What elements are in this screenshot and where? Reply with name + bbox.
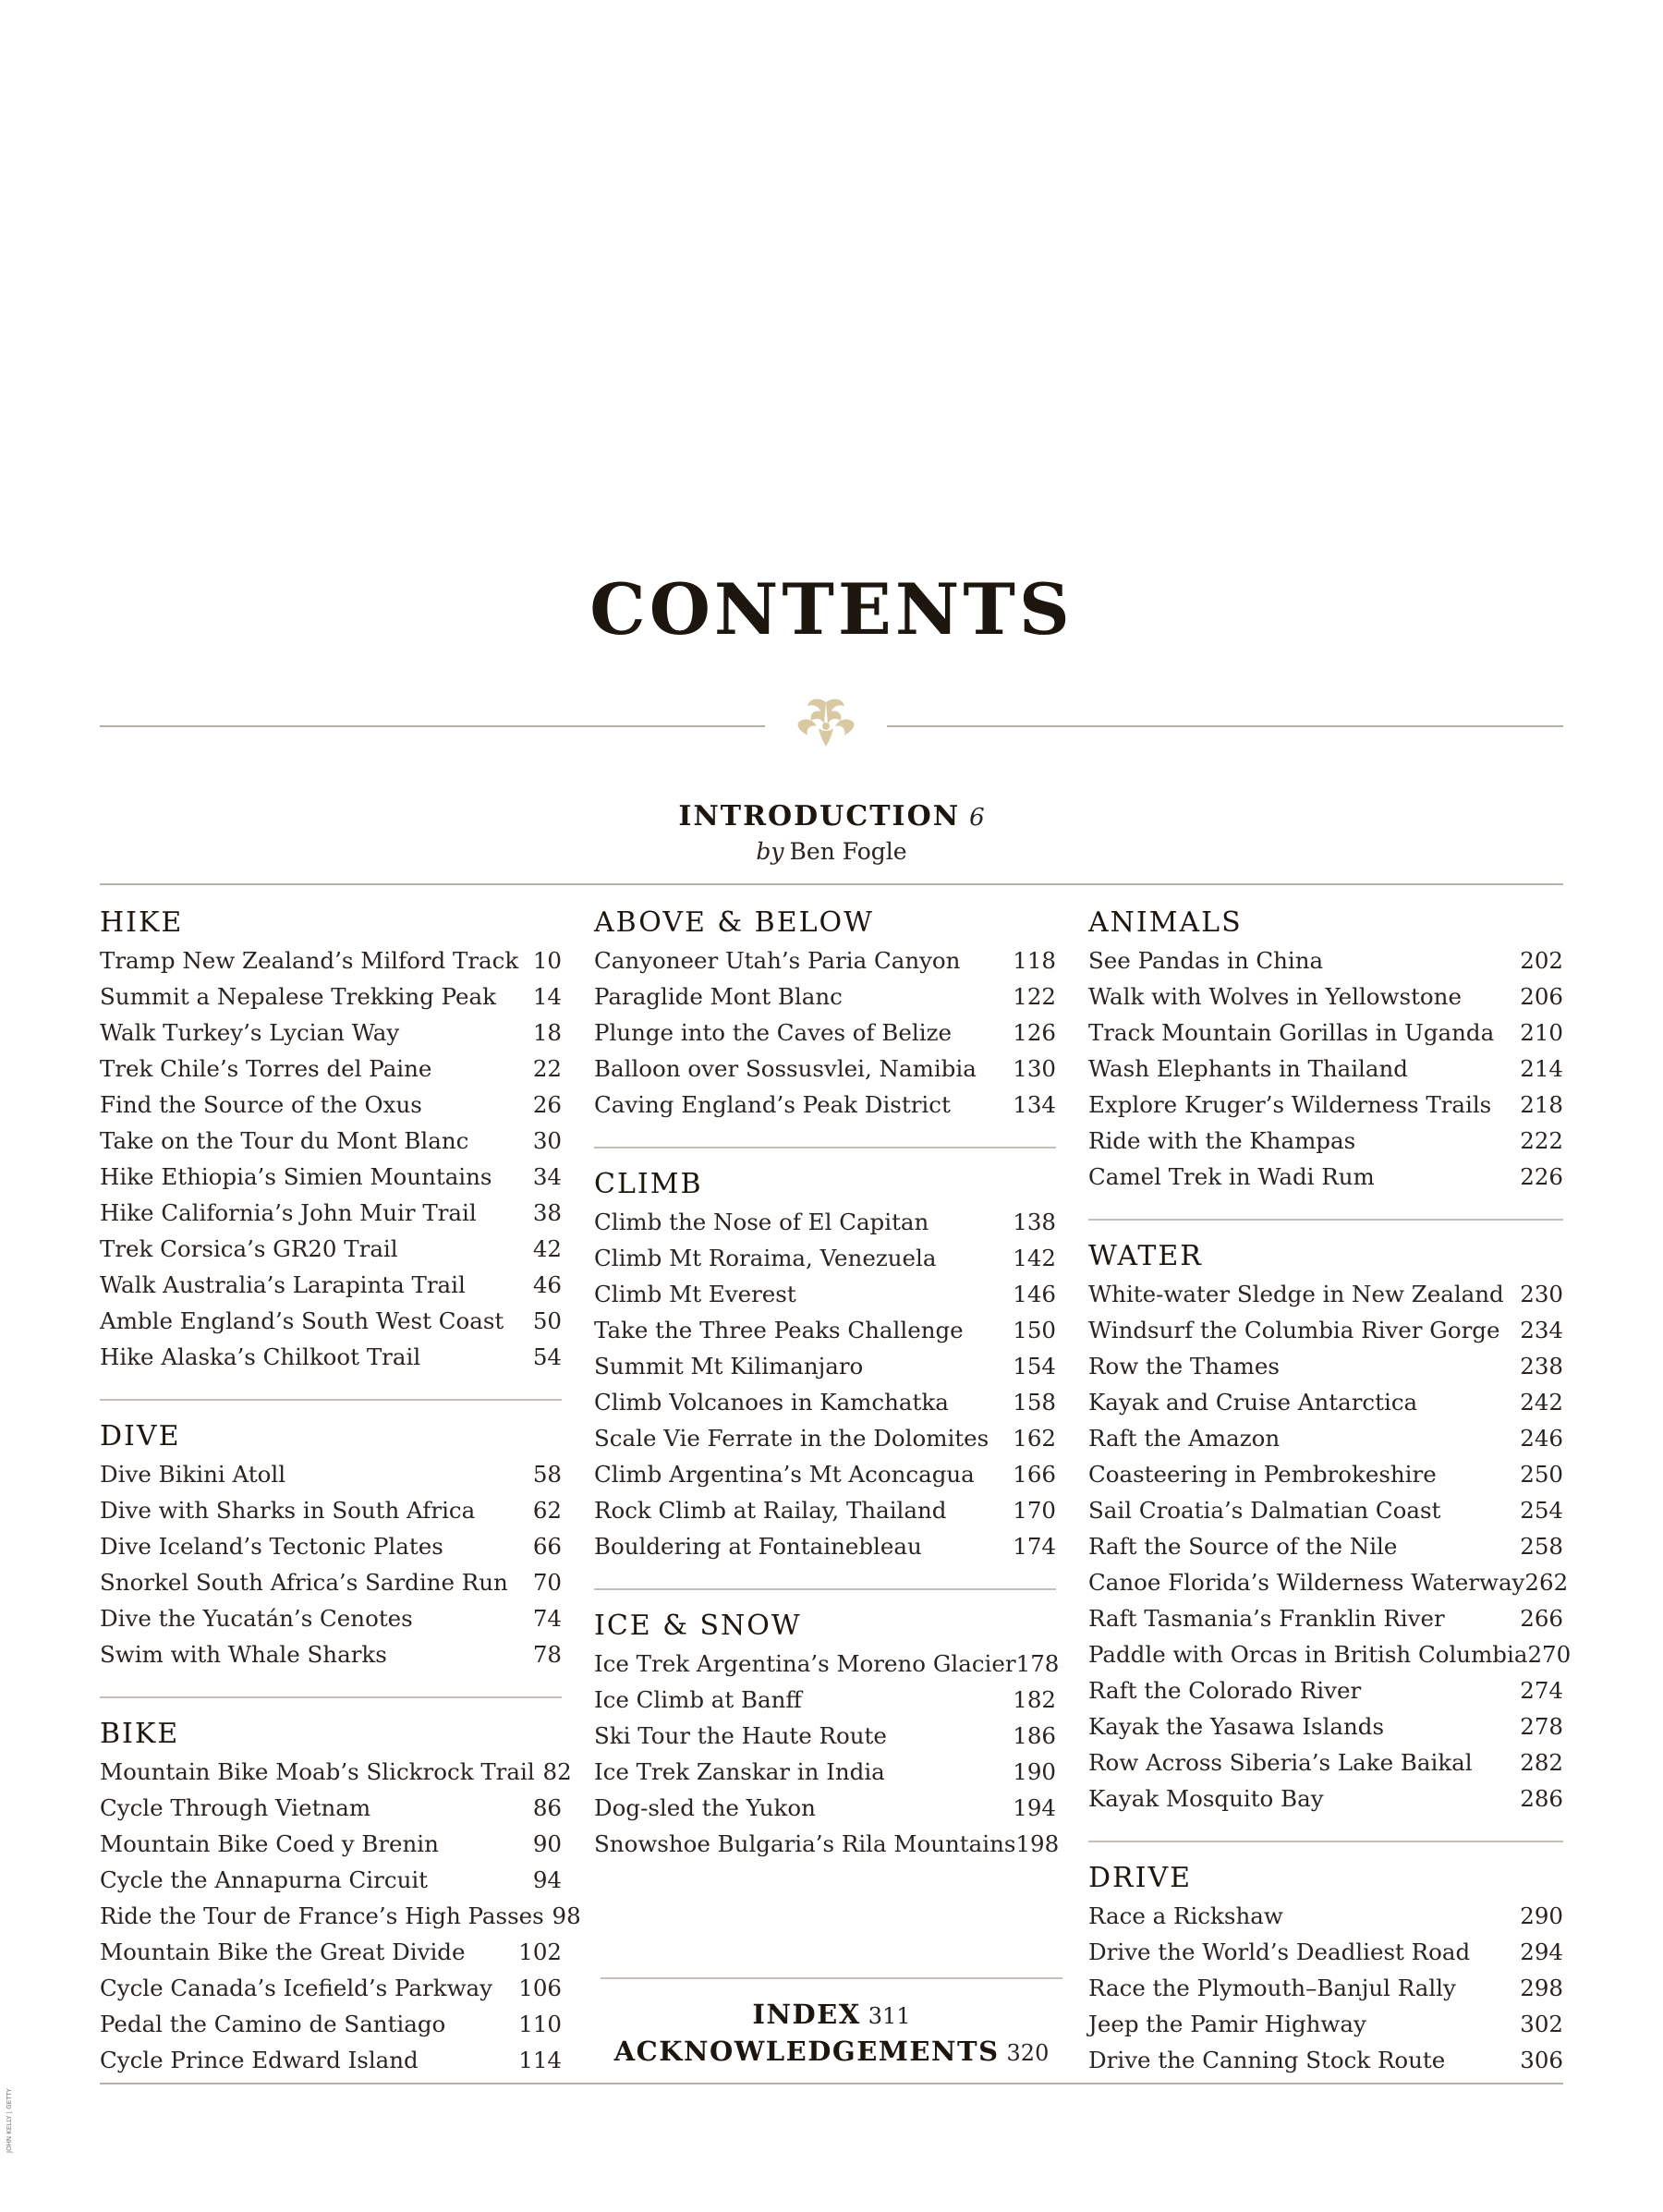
entry-title: Ice Climb at Banff [594,1686,802,1713]
entry-page-number: 118 [1013,947,1056,974]
toc-entry[interactable] [100,1303,562,1339]
entry-page-number: 178 [1015,1650,1060,1677]
entry-title: Race the Plymouth–Banjul Rally [1088,1975,1456,2001]
section-above-below [594,905,1056,1123]
entry-title: Snorkel South Africa’s Sardine Run [100,1569,508,1596]
toc-entry[interactable] [594,1384,1056,1420]
entry-page-number: 262 [1524,1569,1569,1596]
entry-title: Wash Elephants in Thailand [1088,1055,1408,1082]
toc-entry[interactable] [594,1051,1056,1087]
entry-page-number: 30 [532,1127,562,1154]
entry-page-number: 158 [1013,1389,1056,1416]
entry-title: Ride with the Khampas [1088,1127,1356,1154]
toc-entry[interactable] [1088,1898,1563,1934]
toc-entry[interactable] [594,1528,1056,1564]
section-heading: BIKE [100,1718,180,1750]
intro-by: by [756,838,784,865]
toc-entry[interactable] [100,1123,562,1159]
index-label: INDEX [752,1999,861,2030]
section-heading: ABOVE & BELOW [594,906,874,939]
toc-entry[interactable] [100,1195,562,1231]
toc-entry[interactable] [100,942,562,978]
section-drive [1088,1841,1563,2078]
entry-page-number: 254 [1520,1497,1563,1524]
toc-entry[interactable] [100,2006,562,2042]
toc-entry[interactable] [1088,1564,1569,1600]
entry-page-number: 110 [518,2011,562,2037]
toc-entry[interactable] [100,1934,562,1970]
entry-page-number: 126 [1013,1019,1056,1046]
toc-entry[interactable] [100,1051,562,1087]
entry-page-number: 54 [532,1343,562,1370]
entry-title: Row Across Siberia’s Lake Baikal [1088,1749,1473,1776]
index-page: 311 [868,2003,911,2029]
toc-entry[interactable] [100,1754,572,1790]
entry-page-number: 182 [1013,1686,1056,1713]
entry-title: Dive the Yucatán’s Cenotes [100,1605,413,1632]
entry-page-number: 270 [1527,1641,1572,1668]
toc-entry[interactable] [594,1790,1056,1826]
toc-entry[interactable] [594,1682,1056,1718]
entry-page-number: 194 [1013,1794,1056,1821]
entry-title: Climb Mt Everest [594,1281,796,1307]
toc-entry[interactable] [100,2042,562,2078]
entry-page-number: 226 [1520,1163,1563,1190]
entry-page-number: 66 [532,1533,562,1560]
entry-page-number: 198 [1015,1830,1060,1857]
entry-page-number: 90 [532,1830,562,1857]
toc-entry[interactable] [100,1339,562,1375]
acknowledgements-label: ACKNOWLEDGEMENTS [613,2036,1000,2067]
entry-title: Dive with Sharks in South Africa [100,1497,476,1524]
toc-entry[interactable] [100,1231,562,1267]
entry-title: Trek Corsica’s GR20 Trail [100,1235,398,1262]
entry-page-number: 278 [1520,1713,1563,1740]
toc-entry[interactable] [1088,1312,1563,1348]
entry-title: Row the Thames [1088,1353,1280,1379]
entry-page-number: 38 [532,1199,562,1226]
entry-title: Trek Chile’s Torres del Paine [100,1055,432,1082]
entry-page-number: 258 [1520,1533,1563,1560]
toc-entry[interactable] [1088,2006,1563,2042]
title-rule-right [887,725,1563,727]
toc-entry[interactable] [594,1492,1056,1528]
entry-title: Explore Kruger’s Wilderness Trails [1088,1091,1492,1118]
entry-title: Dog-sled the Yukon [594,1794,816,1821]
entry-title: Cycle Through Vietnam [100,1794,371,1821]
entry-page-number: 106 [518,1975,562,2001]
entry-title: Mountain Bike Coed y Brenin [100,1830,439,1857]
entry-title: Climb Argentina’s Mt Aconcagua [594,1461,975,1488]
entry-title: Cycle the Annapurna Circuit [100,1866,429,1893]
toc-entry[interactable] [1088,1970,1563,2006]
entry-page-number: 114 [518,2047,562,2073]
toc-entry[interactable] [1088,978,1563,1015]
entry-page-number: 186 [1013,1722,1056,1749]
entry-title: Find the Source of the Oxus [100,1091,422,1118]
section-water [1088,1219,1572,1817]
entry-page-number: 218 [1520,1091,1563,1118]
entry-title: Paraglide Mont Blanc [594,983,843,1010]
entry-title: Kayak Mosquito Bay [1088,1785,1324,1812]
toc-entry[interactable] [594,1087,1056,1123]
entry-title: Ride the Tour de France’s High Passes [100,1902,544,1929]
entry-page-number: 150 [1013,1317,1056,1343]
title-rule-left [100,725,765,727]
toc-entry[interactable] [1088,1781,1563,1817]
entry-title: Snowshoe Bulgaria’s Rila Mountains [594,1830,1016,1857]
ornament-icon [791,695,861,750]
entry-title: Climb the Nose of El Capitan [594,1209,929,1235]
toc-entry[interactable] [100,1790,562,1826]
toc-entry[interactable] [594,1015,1056,1051]
entry-page-number: 286 [1520,1785,1563,1812]
entry-page-number: 94 [532,1866,562,1893]
photo-credit: JOHN KELLY | GETTY [6,2088,13,2153]
entry-page-number: 166 [1013,1461,1056,1488]
entry-page-number: 10 [532,947,562,974]
entry-page-number: 34 [532,1163,562,1190]
entry-page-number: 210 [1520,1019,1563,1046]
entry-page-number: 42 [532,1235,562,1262]
entry-page-number: 230 [1520,1281,1563,1307]
entry-title: Mountain Bike Moab’s Slickrock Trail [100,1758,535,1785]
entry-page-number: 102 [518,1939,562,1965]
entry-page-number: 246 [1520,1425,1563,1452]
page-title: CONTENTS [589,568,1074,650]
entry-title: Hike Ethiopia’s Simien Mountains [100,1163,492,1190]
acknowledgements-line [601,2033,1062,2070]
entry-title: Walk with Wolves in Yellowstone [1088,983,1462,1010]
entry-title: Ski Tour the Haute Route [594,1722,887,1749]
toc-entry[interactable] [594,1204,1056,1240]
entry-title: Drive the World’s Deadliest Road [1088,1939,1471,1965]
toc-entry[interactable] [1088,1015,1563,1051]
intro-byline [0,838,1663,865]
toc-entry[interactable] [594,1240,1056,1276]
toc-entry[interactable] [1088,1456,1563,1492]
entry-title: Bouldering at Fontainebleau [594,1533,922,1560]
index-line [601,1996,1062,2033]
entry-page-number: 238 [1520,1353,1563,1379]
toc-entry[interactable] [1088,1636,1572,1672]
entry-page-number: 290 [1520,1902,1563,1929]
entry-page-number: 18 [532,1019,562,1046]
entry-page-number: 122 [1013,983,1056,1010]
entry-page-number: 282 [1520,1749,1563,1776]
toc-entry[interactable] [594,1718,1056,1754]
toc-entry[interactable] [100,1015,562,1051]
section-animals [1088,905,1563,1195]
toc-entry[interactable] [100,1862,562,1898]
entry-title: Dive Bikini Atoll [100,1461,286,1488]
toc-entry[interactable] [1088,1123,1563,1159]
entry-title: Jeep the Pamir Highway [1088,2011,1366,2037]
entry-page-number: 14 [532,983,562,1010]
bottom-rule [100,2083,1563,2084]
toc-entry[interactable] [100,1826,562,1862]
entry-page-number: 250 [1520,1461,1563,1488]
toc-entry[interactable] [100,1267,562,1303]
entry-title: Climb Mt Roraima, Venezuela [594,1245,937,1271]
toc-entry[interactable] [594,1348,1056,1384]
entry-title: Raft the Source of the Nile [1088,1533,1398,1560]
intro-title: INTRODUCTION [678,800,961,833]
toc-entry[interactable] [594,1826,1060,1862]
entry-title: Camel Trek in Wadi Rum [1088,1163,1375,1190]
entry-page-number: 146 [1013,1281,1056,1307]
toc-entry[interactable] [1088,1159,1563,1195]
toc-entry[interactable] [1088,1934,1563,1970]
entry-page-number: 26 [532,1091,562,1118]
entry-page-number: 214 [1520,1055,1563,1082]
toc-entry[interactable] [1088,1348,1563,1384]
toc-entry[interactable] [1088,942,1563,978]
entry-page-number: 170 [1013,1497,1056,1524]
entry-title: Track Mountain Gorillas in Uganda [1088,1019,1495,1046]
toc-entry[interactable] [1088,1087,1563,1123]
entry-title: Amble England’s South West Coast [100,1307,504,1334]
section-heading: DRIVE [1088,1862,1193,1894]
entry-title: Summit a Nepalese Trekking Peak [100,983,496,1010]
section-ice-snow [594,1588,1060,1862]
toc-entry[interactable] [100,978,562,1015]
entry-title: Kayak and Cruise Antarctica [1088,1389,1418,1416]
entry-page-number: 70 [532,1569,562,1596]
entry-title: Cycle Canada’s Icefield’s Parkway [100,1975,492,2001]
section-heading: ANIMALS [1088,906,1243,939]
entry-page-number: 46 [532,1271,562,1298]
entry-title: Raft the Colorado River [1088,1677,1362,1704]
section-dive [100,1399,562,1672]
toc-entry[interactable] [100,1970,562,2006]
entry-page-number: 274 [1520,1677,1563,1704]
entry-page-number: 190 [1013,1758,1056,1785]
entry-title: Tramp New Zealand’s Milford Track [100,947,519,974]
entry-title: Drive the Canning Stock Route [1088,2047,1446,2073]
toc-entry[interactable] [594,1420,1056,1456]
entry-page-number: 78 [532,1641,562,1668]
entry-title: Pedal the Camino de Santiago [100,2011,446,2037]
toc-entry[interactable] [100,1528,562,1564]
entry-title: Summit Mt Kilimanjaro [594,1353,864,1379]
entry-page-number: 306 [1520,2047,1563,2073]
section-heading: HIKE [100,906,184,939]
entry-page-number: 222 [1520,1127,1563,1154]
entry-page-number: 62 [532,1497,562,1524]
contents-column-3 [1088,905,1572,2078]
entry-page-number: 242 [1520,1389,1563,1416]
toc-entry[interactable] [100,1564,562,1600]
entry-page-number: 22 [532,1055,562,1082]
entry-page-number: 130 [1013,1055,1056,1082]
entry-title: Take the Three Peaks Challenge [594,1317,964,1343]
entry-title: See Pandas in China [1088,947,1324,974]
entry-page-number: 154 [1013,1353,1056,1379]
entry-page-number: 234 [1520,1317,1563,1343]
entry-page-number: 134 [1013,1091,1056,1118]
contents-column-2 [594,905,1060,1862]
section-bike [100,1696,581,2078]
entry-page-number: 174 [1013,1533,1056,1560]
entry-title: Swim with Whale Sharks [100,1641,387,1668]
toc-entry[interactable] [1088,1420,1563,1456]
entry-title: Coasteering in Pembrokeshire [1088,1461,1437,1488]
entry-title: Walk Turkey’s Lycian Way [100,1019,400,1046]
entry-title: Ice Trek Zanskar in India [594,1758,885,1785]
entry-page-number: 266 [1520,1605,1563,1632]
toc-entry[interactable] [594,1276,1056,1312]
entry-title: Climb Volcanoes in Kamchatka [594,1389,949,1416]
toc-entry[interactable] [1088,1528,1563,1564]
entry-page-number: 82 [542,1758,572,1785]
toc-entry[interactable] [100,1456,562,1492]
entry-title: Raft the Amazon [1088,1425,1281,1452]
section-climb [594,1147,1056,1564]
entry-page-number: 142 [1013,1245,1056,1271]
section-heading: DIVE [100,1420,181,1452]
entry-page-number: 58 [532,1461,562,1488]
toc-entry[interactable] [594,978,1056,1015]
entry-title: Canoe Florida’s Wilderness Waterway [1088,1569,1525,1596]
entry-title: Kayak the Yasawa Islands [1088,1713,1385,1740]
section-heading: WATER [1088,1240,1203,1272]
entry-title: Hike Alaska’s Chilkoot Trail [100,1343,421,1370]
toc-entry[interactable] [1088,1051,1563,1087]
toc-entry[interactable] [100,1636,562,1672]
entry-title: Paddle with Orcas in British Columbia [1088,1641,1528,1668]
entry-title: Rock Climb at Railay, Thailand [594,1497,947,1524]
entry-page-number: 86 [532,1794,562,1821]
back-matter [601,1977,1062,2070]
intro-page: 6 [969,804,985,832]
entry-page-number: 50 [532,1307,562,1334]
toc-entry[interactable] [1088,1708,1563,1744]
entry-title: Raft Tasmania’s Franklin River [1088,1605,1445,1632]
entry-title: Ice Trek Argentina’s Moreno Glacier [594,1650,1016,1677]
entry-title: Plunge into the Caves of Belize [594,1019,952,1046]
entry-page-number: 98 [552,1902,581,1929]
entry-title: Sail Croatia’s Dalmatian Coast [1088,1497,1441,1524]
entry-title: Mountain Bike the Great Divide [100,1939,466,1965]
section-hike [100,905,562,1375]
toc-entry[interactable] [1088,2042,1563,2078]
entry-title: Hike California’s John Muir Trail [100,1199,477,1226]
toc-entry[interactable] [594,1646,1060,1682]
section-heading: ICE & SNOW [594,1610,802,1642]
entry-title: Caving England’s Peak District [594,1091,951,1118]
entry-page-number: 202 [1520,947,1563,974]
toc-entry[interactable] [100,1087,562,1123]
toc-entry[interactable] [594,942,1056,978]
introduction [0,800,1663,865]
intro-rule [100,883,1563,885]
toc-entry[interactable] [100,1898,581,1934]
entry-title: Windsurf the Columbia River Gorge [1088,1317,1500,1343]
toc-entry[interactable] [594,1312,1056,1348]
entry-page-number: 162 [1013,1425,1056,1452]
entry-title: Race a Rickshaw [1088,1902,1283,1929]
toc-entry[interactable] [1088,1384,1563,1420]
toc-entry[interactable] [1088,1672,1563,1708]
entry-page-number: 74 [532,1605,562,1632]
toc-entry[interactable] [100,1600,562,1636]
toc-entry[interactable] [100,1159,562,1195]
entry-title: Dive Iceland’s Tectonic Plates [100,1533,443,1560]
toc-entry[interactable] [1088,1492,1563,1528]
entry-title: Cycle Prince Edward Island [100,2047,419,2073]
toc-entry[interactable] [1088,1276,1563,1312]
entry-title: Scale Vie Ferrate in the Dolomites [594,1425,989,1452]
contents-column-1 [100,905,581,2078]
entry-page-number: 138 [1013,1209,1056,1235]
entry-title: Canyoneer Utah’s Paria Canyon [594,947,961,974]
toc-entry[interactable] [594,1456,1056,1492]
entry-page-number: 298 [1520,1975,1563,2001]
acknowledgements-page: 320 [1006,2040,1050,2066]
toc-entry[interactable] [100,1492,562,1528]
toc-entry[interactable] [1088,1744,1563,1781]
entry-title: Walk Australia’s Larapinta Trail [100,1271,466,1298]
entry-page-number: 294 [1520,1939,1563,1965]
entry-title: Balloon over Sossusvlei, Namibia [594,1055,977,1082]
section-heading: CLIMB [594,1168,703,1200]
toc-entry[interactable] [594,1754,1056,1790]
entry-title: White-water Sledge in New Zealand [1088,1281,1504,1307]
intro-author: Ben Fogle [789,838,907,865]
toc-entry[interactable] [1088,1600,1563,1636]
entry-page-number: 206 [1520,983,1563,1010]
entry-title: Take on the Tour du Mont Blanc [100,1127,469,1154]
entry-page-number: 302 [1520,2011,1563,2037]
